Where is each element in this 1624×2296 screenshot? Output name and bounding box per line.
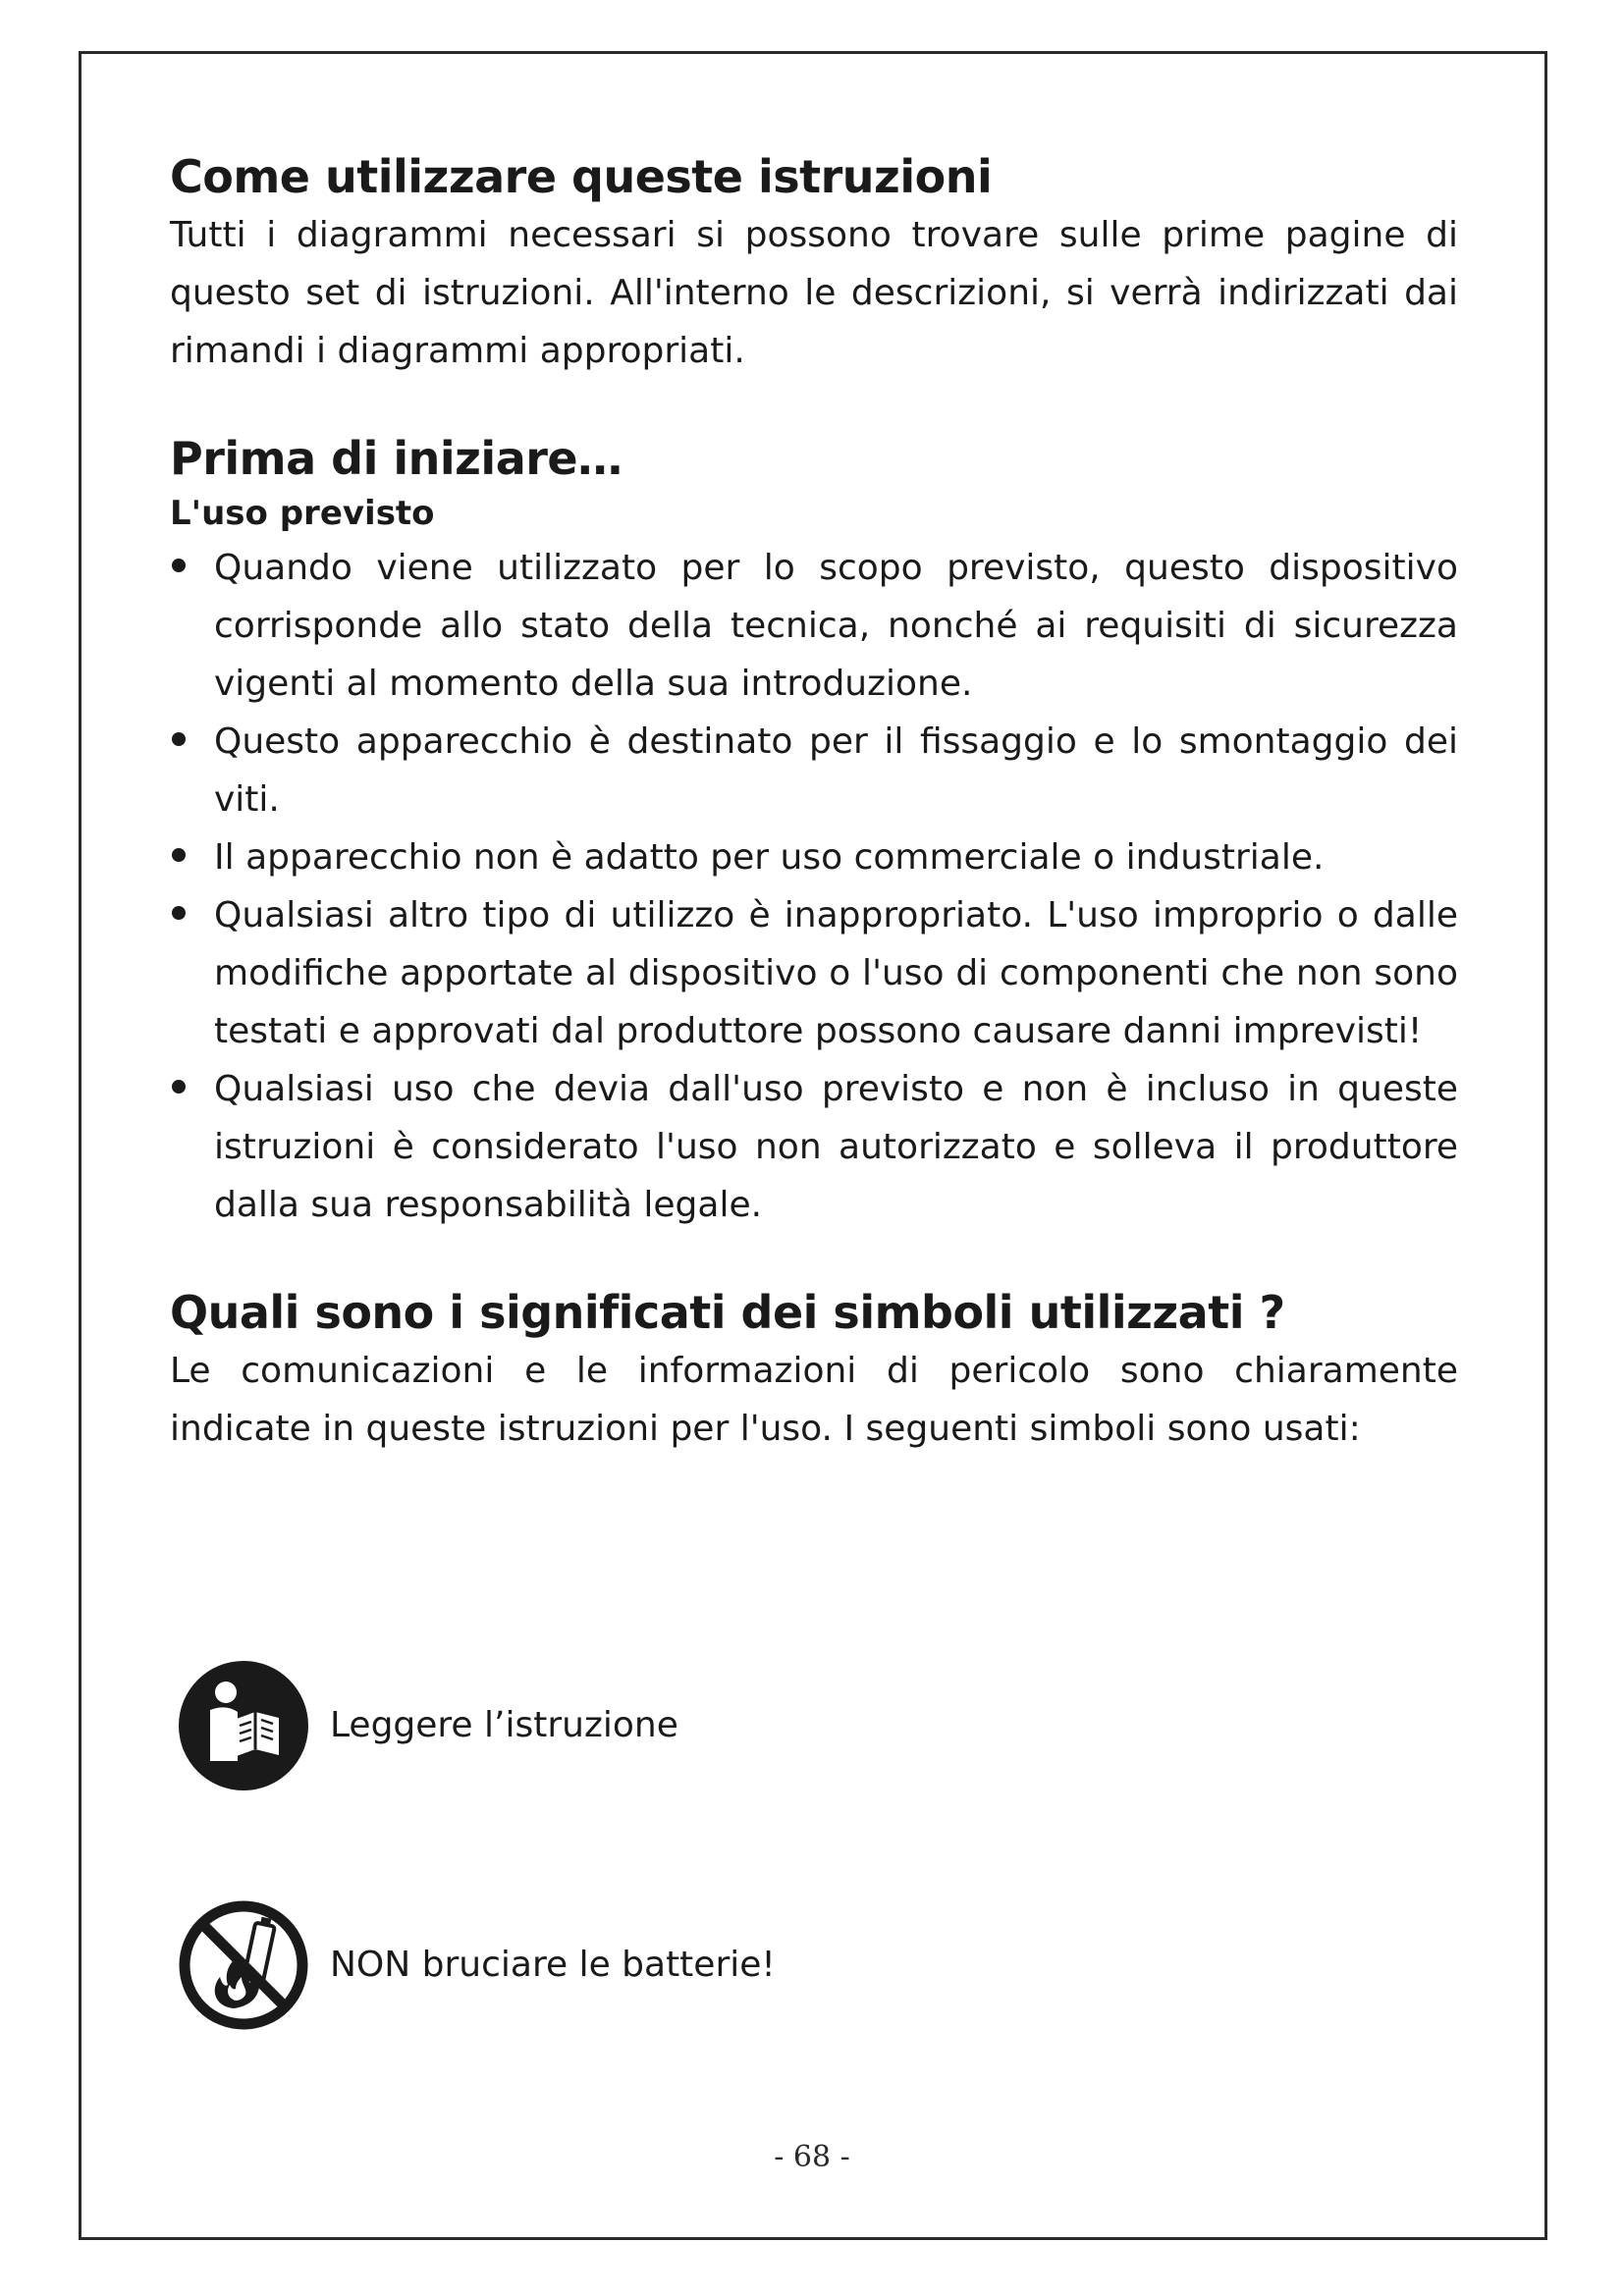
symbol-row-no-burn-batteries xyxy=(177,1898,776,2032)
section-how-to-use xyxy=(170,147,1458,380)
section-body: Tutti i diagrammi necessari si possono trovare sulle prime pagine di questo set di istruzioni. All'interno le descrizioni, si verrà indirizzati dai rimandi i diagrammi appropriati. xyxy=(170,215,1458,371)
section-title: Come utilizzare queste istruzioni xyxy=(170,150,993,203)
page-content xyxy=(170,147,1458,1458)
list-item-text: Qualsiasi uso che devia dall'uso previsto e non è incluso in queste istruzioni è considerato l'uso non autorizzato e solleva il produttore dalla sua responsabilità legale. xyxy=(214,1069,1458,1225)
symbol-row-read-manual xyxy=(177,1659,678,1792)
bullet-icon xyxy=(170,886,209,944)
section-body: Le comunicazioni e le informazioni di pericolo sono chiaramente indicate in queste istruzioni per l'uso. I seguenti simboli sono usati: xyxy=(170,1351,1458,1449)
section-title: Prima di iniziare… xyxy=(170,432,623,485)
list-item xyxy=(170,539,1458,713)
bullet-icon xyxy=(170,539,209,597)
list-item-text: Quando viene utilizzato per lo scopo previsto, questo dispositivo corrisponde allo stato della tecnica, nonché ai requisiti di sicurezza vigenti al momento della sua introduzione. xyxy=(214,548,1458,704)
list-item xyxy=(170,713,1458,828)
symbol-label: NON bruciare le batterie! xyxy=(330,1945,776,1985)
list-item-text: Il apparecchio non è adatto per uso commerciale o industriale. xyxy=(214,837,1325,878)
list-item xyxy=(170,886,1458,1060)
intended-use-list xyxy=(170,539,1458,1234)
bullet-icon xyxy=(170,713,209,771)
section-symbols xyxy=(170,1283,1458,1458)
bullet-icon xyxy=(170,1060,209,1118)
list-item xyxy=(170,828,1458,886)
list-item-text: Qualsiasi altro tipo di utilizzo è inappropriato. L'uso improprio o dalle modifiche apportate al dispositivo o l'uso di componenti che non sono testati e approvati dal produttore possono causare danni imprevisti! xyxy=(214,895,1458,1051)
section-before-start xyxy=(170,429,1458,1234)
bullet-icon xyxy=(170,828,209,886)
list-item-text: Questo apparecchio è destinato per il fissaggio e lo smontaggio dei viti. xyxy=(214,721,1458,820)
symbol-label: Leggere l’istruzione xyxy=(330,1705,678,1745)
read-manual-icon xyxy=(177,1659,310,1792)
list-item xyxy=(170,1060,1458,1234)
section-title: Quali sono i significati dei simboli utilizzati ? xyxy=(170,1286,1285,1339)
no-burn-batteries-icon xyxy=(177,1898,310,2032)
page-number: - 68 - xyxy=(774,2140,850,2174)
section-subtitle: L'uso previsto xyxy=(170,494,435,533)
